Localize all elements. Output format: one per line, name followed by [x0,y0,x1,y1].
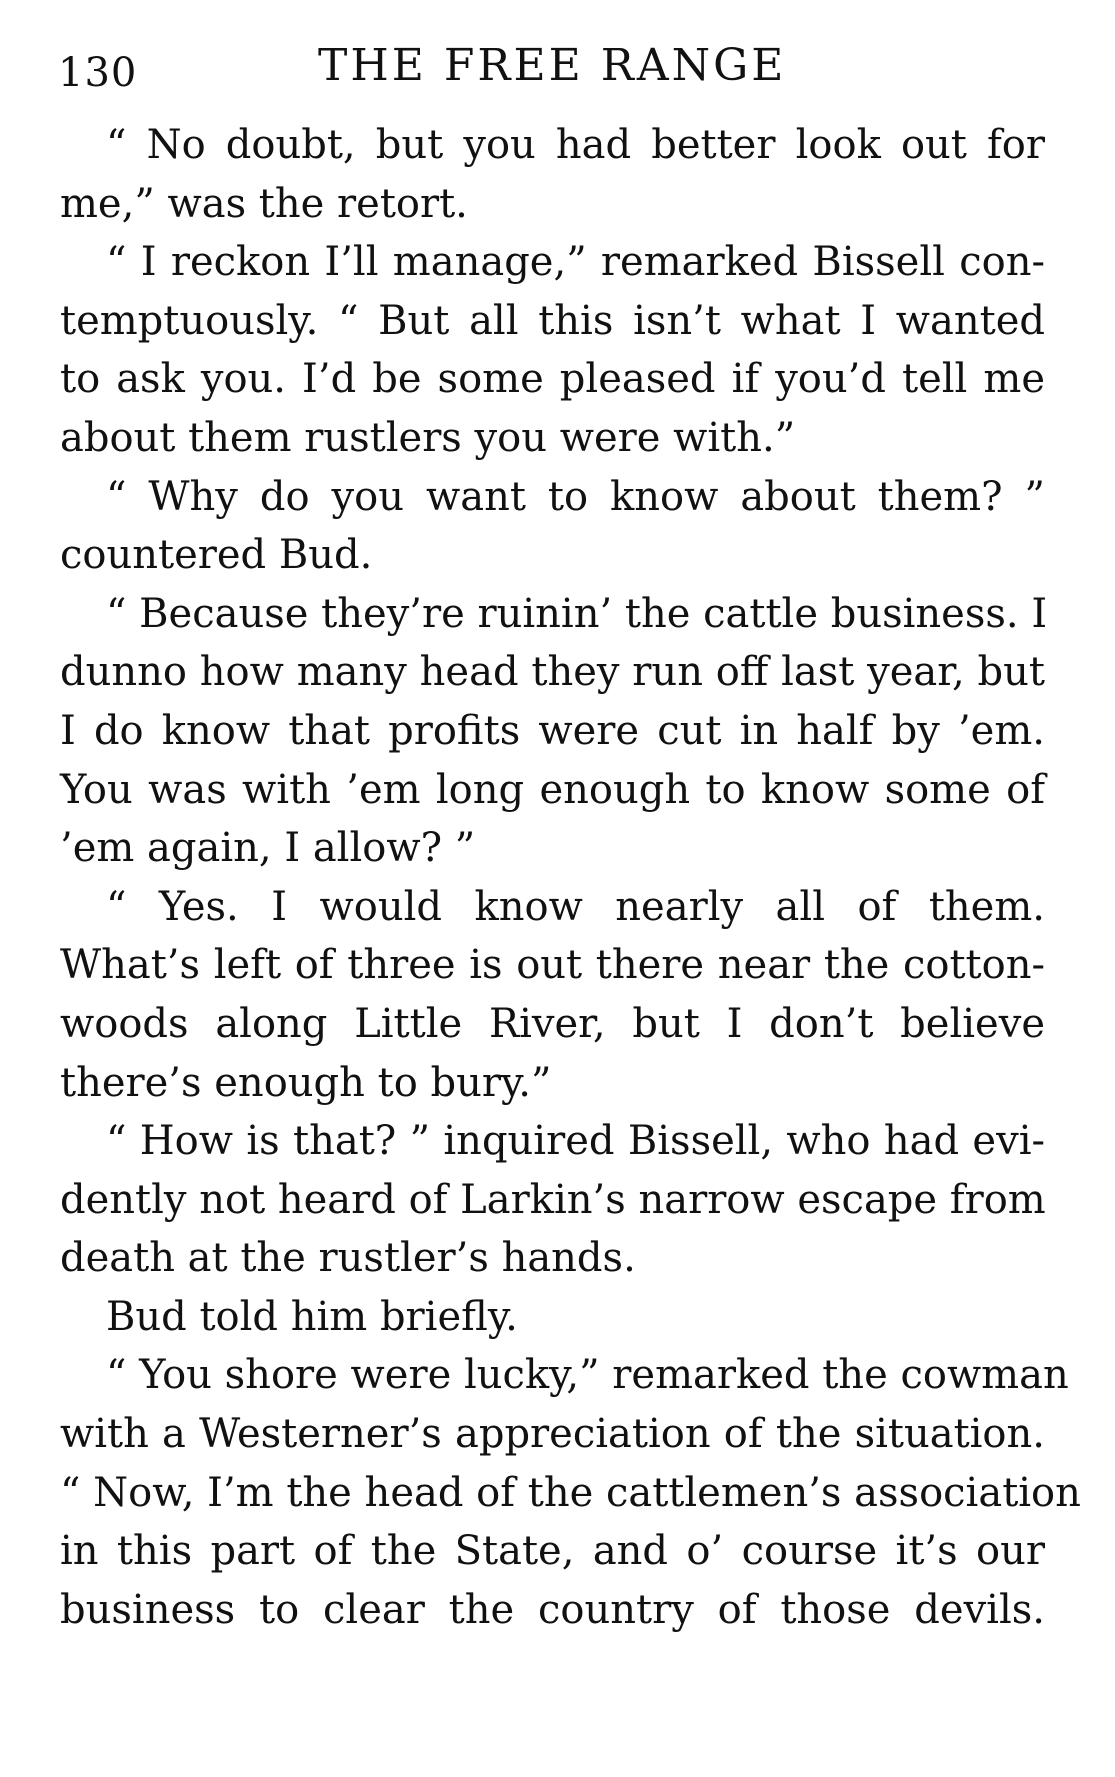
page-header [58,30,1048,100]
text-line: countered Bud. [60,532,373,579]
text-line: in this part of the State, and o’ course it’s our [60,1528,1045,1575]
text-line: me,” was the retort. [60,180,468,227]
text-line: “ You shore were lucky,” remarked the cowman [106,1352,1069,1399]
text-line: What’s left of three is out there near the cotton- [60,942,1045,989]
text-line: with a Westerner’s appreciation of the situation. [60,1411,1045,1458]
text-line: “ Why do you want to know about them? ” [106,473,1045,520]
text-line: “ Now, I’m the head of the cattlemen’s association [60,1469,1081,1516]
text-line: “ How is that? ” inquired Bissell, who had evi- [106,1118,1045,1165]
text-line: dently not heard of Larkin’s narrow escape from [60,1176,1046,1223]
text-line: business to clear the country of those devils. [60,1586,1045,1633]
text-line: there’s enough to bury.” [60,1059,552,1106]
text-line: dunno how many head they run off last year, but [60,649,1045,696]
text-line: You was with ’em long enough to know some of [60,766,1045,813]
text-line: “ Yes. I would know nearly all of them. [106,883,1045,930]
text-line: I do know that profits were cut in half by ’em. [60,707,1045,754]
text-line: “ No doubt, but you had better look out for [106,122,1045,168]
text-line: woods along Little River, but I don’t believe [60,1000,1045,1047]
running-head: THE FREE RANGE [318,40,787,91]
text-line: to ask you. I’d be some pleased if you’d tell me [60,356,1045,403]
text-line: death at the rustler’s hands. [60,1235,636,1282]
text-line: Bud told him briefly. [106,1293,518,1340]
text-line: “ I reckon I’ll manage,” remarked Bissell con- [106,239,1045,286]
text-line: ’em again, I allow? ” [60,825,476,872]
body-text [60,116,1081,1639]
page-number: 130 [58,50,138,96]
text-line: temptuously. “ But all this isn’t what I wanted [60,297,1045,344]
text-line: about them rustlers you were with.” [60,414,796,461]
text-line: “ Because they’re ruinin’ the cattle business. I [106,590,1048,637]
